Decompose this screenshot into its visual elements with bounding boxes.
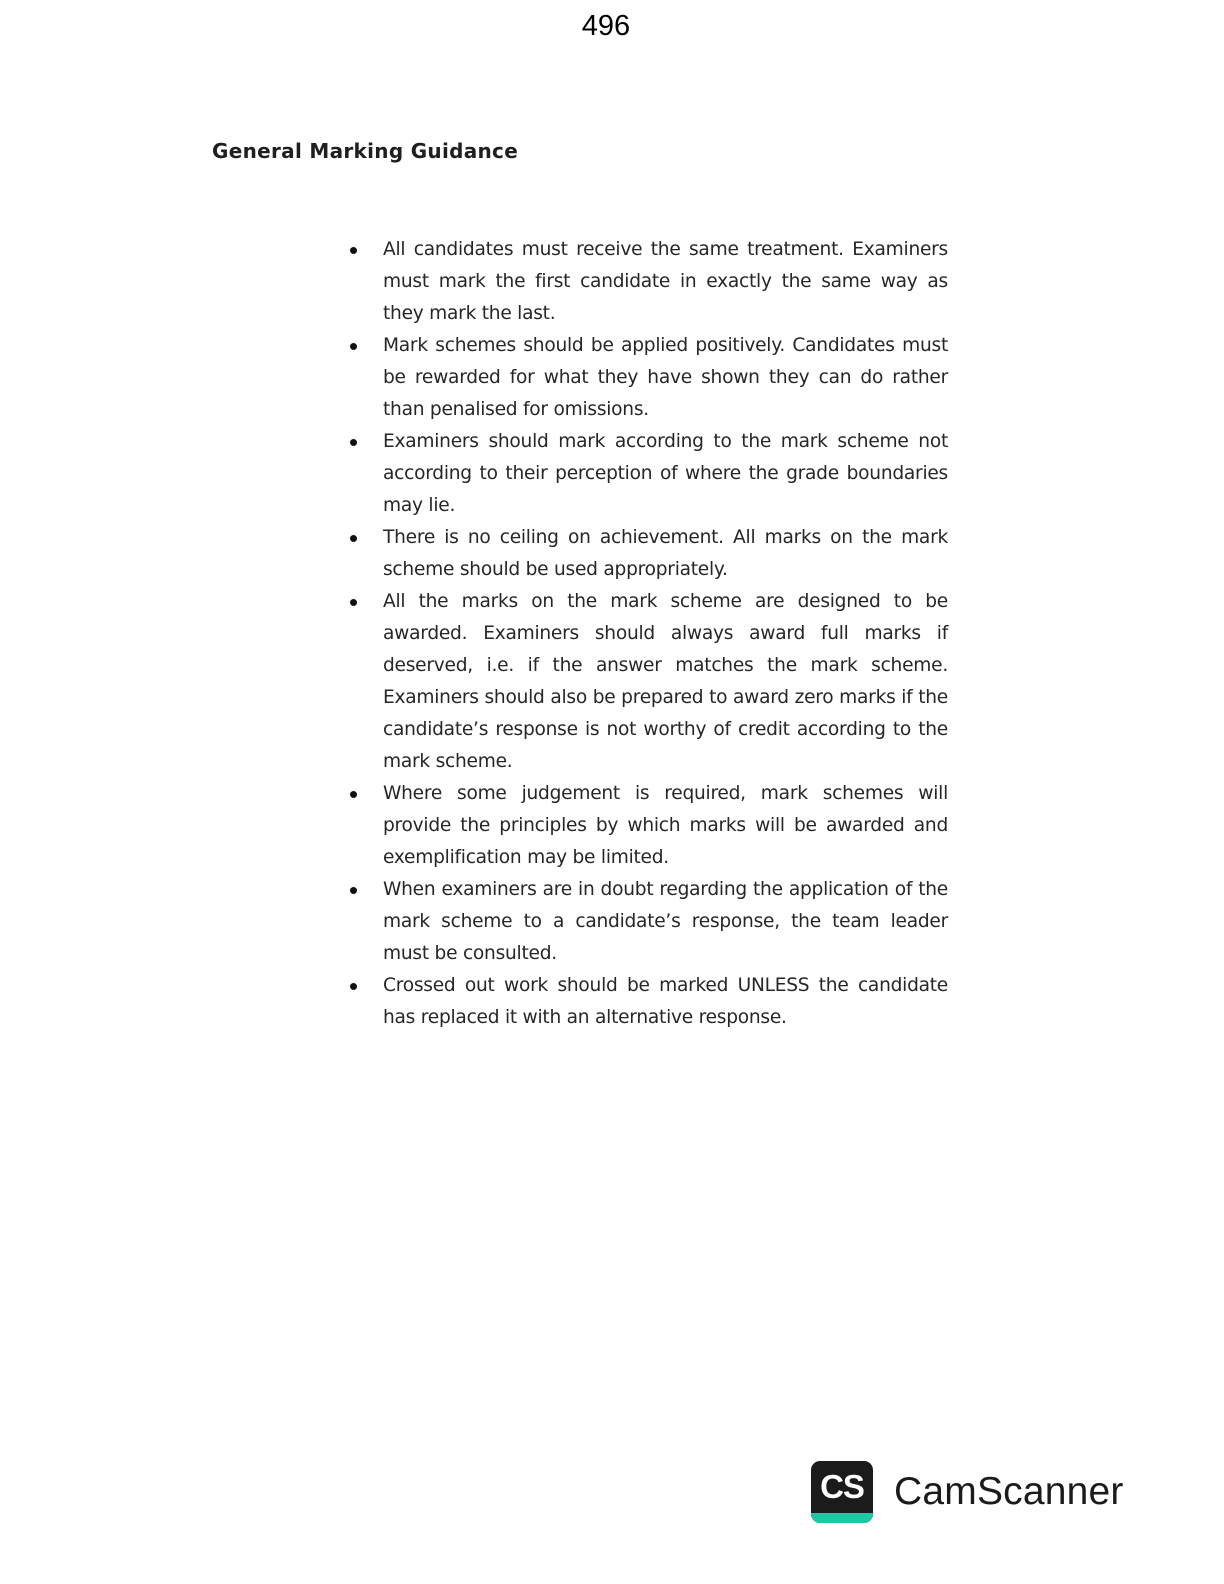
bullet-icon — [350, 439, 357, 446]
guidance-item — [342, 970, 948, 1034]
logo-accent-stripe — [811, 1513, 873, 1523]
bullet-icon — [350, 343, 357, 350]
guidance-item-text: Where some judgement is required, mark schemes will provide the principles by which marks will be awarded and exemplification may be limited. — [383, 783, 948, 868]
guidance-item-text: All the marks on the mark scheme are designed to be awarded. Examiners should always award full marks if deserved, i.e. if the answer matches the mark scheme. Examiners should also be prepared to award zero marks if the candidate’s response is not worthy of credit according to the mark scheme. — [383, 591, 948, 772]
camscanner-logo-icon — [811, 1461, 873, 1523]
guidance-item — [342, 778, 948, 874]
section-heading: General Marking Guidance — [212, 139, 519, 163]
logo-text: CS — [820, 1468, 864, 1505]
page-number: 496 — [581, 10, 631, 42]
guidance-item — [342, 330, 948, 426]
guidance-item-text: Crossed out work should be marked UNLESS the candidate has replaced it with an alternative response. — [383, 975, 948, 1028]
bullet-icon — [350, 599, 357, 606]
bullet-icon — [350, 887, 357, 894]
guidance-item — [342, 586, 948, 778]
guidance-item-text: Examiners should mark according to the mark scheme not according to their perception of where the grade boundaries may lie. — [383, 431, 948, 516]
guidance-item — [342, 522, 948, 586]
guidance-item-text: When examiners are in doubt regarding the application of the mark scheme to a candidate’s response, the team leader must be consulted. — [383, 879, 948, 964]
guidance-item-text: Mark schemes should be applied positively. Candidates must be rewarded for what they have shown they can do rather than penalised for omissions. — [383, 335, 948, 420]
guidance-item — [342, 234, 948, 330]
bullet-icon — [350, 983, 357, 990]
guidance-item — [342, 426, 948, 522]
guidance-item-text: There is no ceiling on achievement. All marks on the mark scheme should be used appropriately. — [383, 527, 948, 580]
guidance-item — [342, 874, 948, 970]
bullet-icon — [350, 535, 357, 542]
guidance-list — [342, 234, 948, 1034]
camscanner-watermark — [811, 1460, 1124, 1524]
bullet-icon — [350, 247, 357, 254]
camscanner-brand-name: CamScanner — [894, 1470, 1124, 1513]
bullet-icon — [350, 791, 357, 798]
guidance-item-text: All candidates must receive the same treatment. Examiners must mark the first candidate in exactly the same way as they mark the last. — [383, 239, 948, 324]
